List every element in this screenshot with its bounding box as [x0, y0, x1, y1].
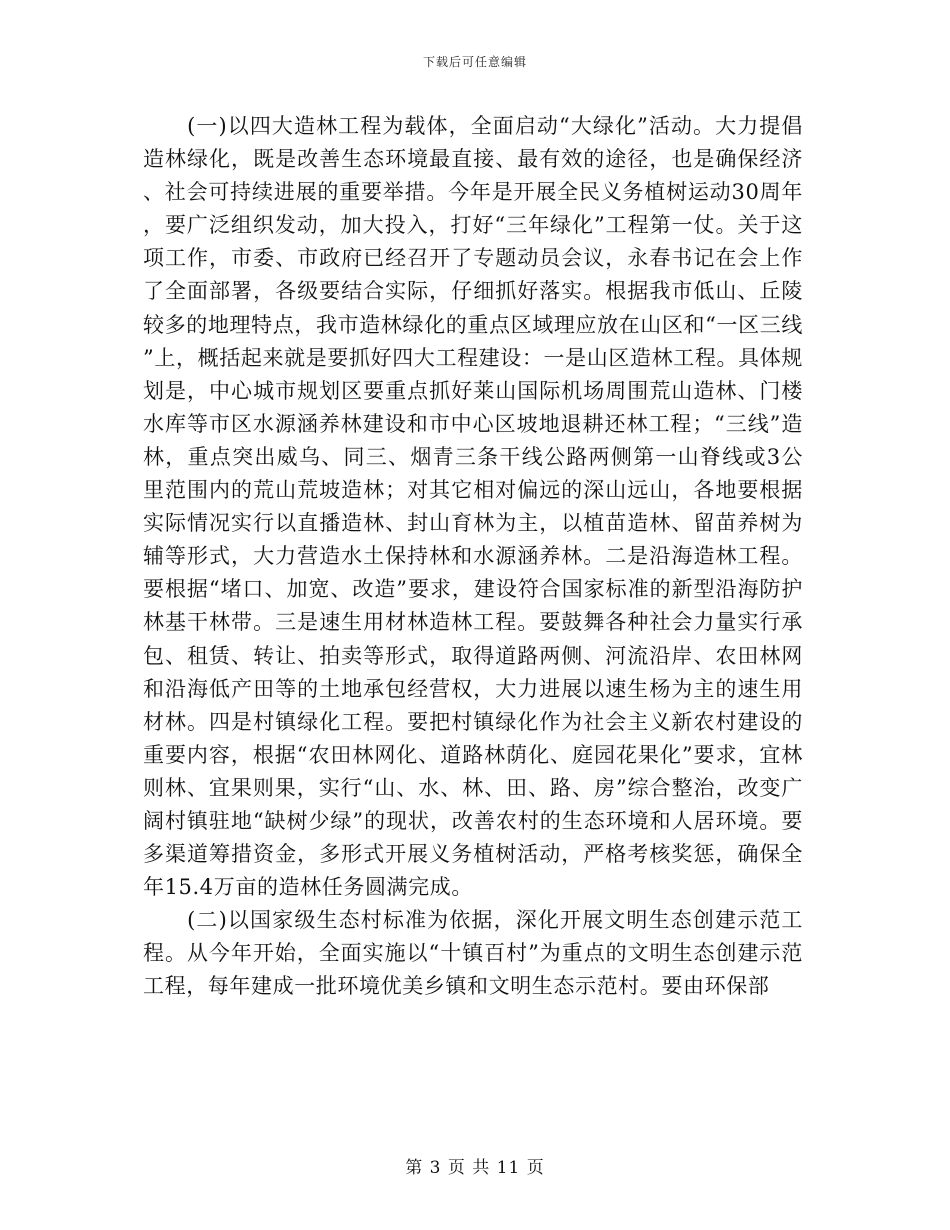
footer-total-pages: 11 [496, 1158, 521, 1178]
footer-suffix: 页 [526, 1158, 545, 1178]
page-number-footer [0, 1153, 950, 1178]
footer-middle: 页 共 [447, 1158, 491, 1178]
footer-prefix: 第 [405, 1158, 424, 1178]
document-body [143, 110, 803, 1004]
paragraph-1: (一)以四大造林工程为载体，全面启动“大绿化”活动。大力提倡造林绿化，既是改善生态环境最直接、最有效的途径，也是确保经济、社会可持续进展的重要举措。今年是开展全民义务植树运动30周年，要广泛组织发动，加大投入，打好“三年绿化”工程第一仗。关于这项工作，市委、市政府已经召开了专题动员会议，永春书记在会上作了全面部署，各级要结合实际，仔细抓好落实。根据我市低山、丘陵较多的地理特点，我市造林绿化的重点区域理应放在山区和“一区三线”上，概括起来就是要抓好四大工程建设：一是山区造林工程。具体规划是，中心城市规划区要重点抓好莱山国际机场周围荒山造林、门楼水库等市区水源涵养林建设和市中心区坡地退耕还林工程；“三线”造林，重点突出威乌、同三、烟青三条干线公路两侧第一山脊线或3公里范围内的荒山荒坡造林；对其它相对偏远的深山远山，各地要根据实际情况实行以直播造林、封山育林为主，以植苗造林、留苗养树为辅等形式，大力营造水土保持林和水源涵养林。二是沿海造林工程。要根据“堵口、加宽、改造”要求，建设符合国家标准的新型沿海防护林基干林带。三是速生用材林造林工程。要鼓舞各种社会力量实行承包、租赁、转让、拍卖等形式，取得道路两侧、河流沿岸、农田林网和沿海低产田等的土地承包经营权，大力进展以速生杨为主的速生用材林。四是村镇绿化工程。要把村镇绿化作为社会主义新农村建设的重要内容，根据“农田林网化、道路林荫化、庭园花果化”要求，宜林则林、宜果则果，实行“山、水、林、田、路、房”综合整治，改变广阔村镇驻地“缺树少绿”的现状，改善农村的生态环境和人居环境。要多渠道筹措资金，多形式开展义务植树活动，严格考核奖惩，确保全年15.4万亩的造林任务圆满完成。 [143, 114, 803, 900]
header-note: 下载后可任意编辑 [422, 55, 527, 69]
paragraph-2: (二)以国家级生态村标准为依据，深化开展文明生态创建示范工程。从今年开始，全面实施以“十镇百村”为重点的文明生态创建示范工程，每年建成一批环境优美乡镇和文明生态示范村。要由环保部 [143, 908, 803, 999]
footer-current-page: 3 [429, 1158, 442, 1178]
